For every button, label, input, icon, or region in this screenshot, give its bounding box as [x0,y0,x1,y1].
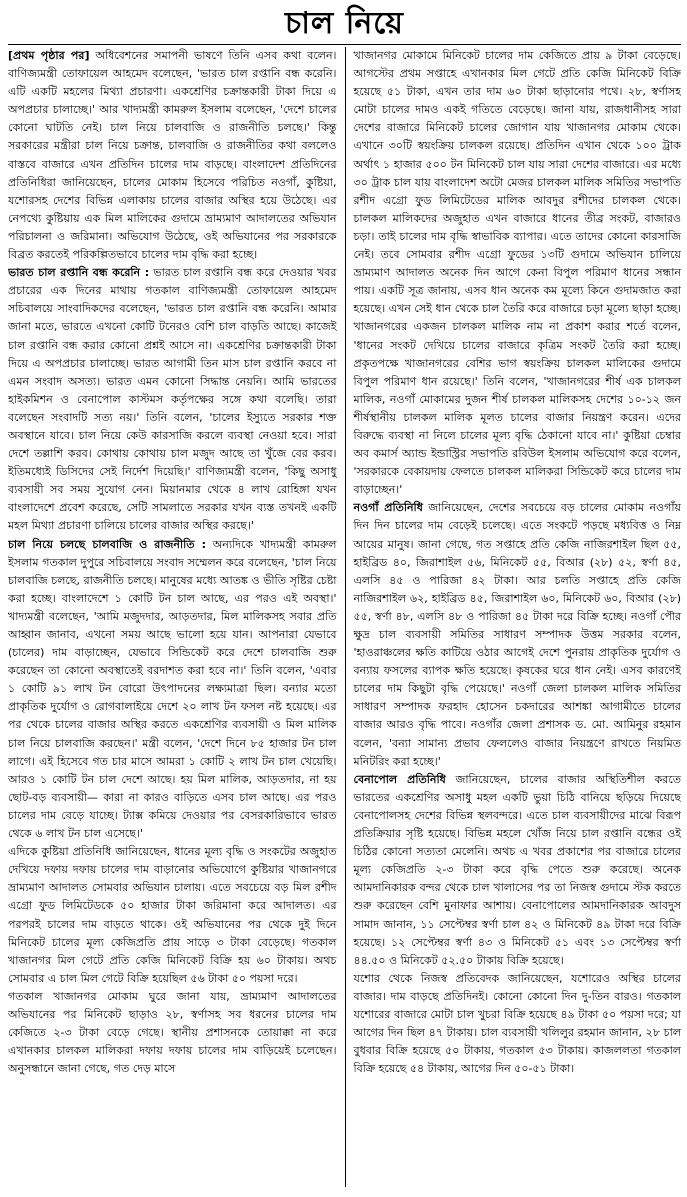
article-columns [8,47,681,1187]
paragraph [354,970,682,1079]
paragraph-text: অধিবেশনের সমাপনী ভাষণে তিনি এসব কথা বলেন। বাণিজ্যমন্ত্রী তোফায়েল আহমেদ বলেছেন, 'ভারত চাল রপ্তানি বন্ধ করেনি। এটি একটি মহলের মিথ্যা প্রচারণা। একশ্রেণির চক্রান্তকারী টাকা দিয়ে এ অপপ্রচার চালাচ্ছে।' আর খাদ্যমন্ত্রী কামরুল ইসলাম বলেছেন, 'দেশে চালের কোনো ঘাটতি নেই। চাল নিয়ে চালবাজি ও রাজনীতি চলছে।' কিন্তু সরকারের মন্ত্রীরা চাল নিয়ে চক্রান্ত, চালবাজি ও রাজনীতির কথা বললেও বাস্তবে বাজারে এখন প্রতিদিন চালের দাম বাড়ছে। বাংলাদেশ প্রতিদিনের প্রতিনিধিরা জানিয়েছেন, চালের মোকাম হিসেবে পরিচিত নওগাঁ, কুষ্টিয়া, যশোরসহ দেশের বিভিন্ন এলাকায় চালের বাজার অস্থির হয়ে উঠেছে। এর নেপথ্যে কুষ্টিয়ায় এক মিল মালিকের গুদামে ভ্রাম্যমাণ আদালতের অভিযান পরিচালনা ও জরিমানা। অভিযোগ উঠেছে, ওই অভিযানের পর সরকারকে বিব্রত করতেই পরিকল্পিতভাবে চালের দাম বৃদ্ধি করা হচ্ছে। [8,49,337,262]
paragraph-subhead: ভারত চাল রপ্তানি বন্ধ করেনি : [8,266,150,280]
paragraph [8,988,337,1078]
paragraph [8,264,337,535]
paragraph-subhead: বেনাপোল প্রতিনিধি [353,772,446,786]
paragraph-subhead: নওগাঁ প্রতিনিধি [353,501,423,515]
paragraph [8,843,337,988]
paragraph [354,771,682,970]
left-column [8,47,345,1187]
paragraph-text: যশোর থেকে নিজস্ব প্রতিবেদক জানিয়েছেন, যশোরেও অস্থির চালের বাজার। দাম বাড়ছে প্রতিদিনই। কোনো কোনো দিন দু-তিন বারও। গতকাল যশোরের বাজারে মোটা চাল খুচরা বিক্রি হয়েছে ৪৯ টাকা ৫০ পয়সা দরে; যা আগের দিন ছিল ৪৭ টাকায়। চাল ব্যবসায়ী খলিলুর রহমান জানান, ২৮ চাল বুধবার বিক্রি হয়েছে ৫০ টাকায়, গতকাল ৫৩ টাকায়। কাজললতা গতকাল বিক্রি হয়েছে ৫৪ টাকায়, আগের দিন ৫০-৫১ টাকা। [353,971,681,1076]
article-headline: চাল নিয়ে [285,6,404,41]
paragraph-text: জানিয়েছেন, চালের বাজার অস্থিতিশীল করতে ভারতের একশ্রেণির অসাধু মহল একটি ভুয়া চিঠি বানিয়ে ছড়িয়ে দিয়েছে বেনাপোলসহ দেশের বিভিন্ন স্থলবন্দরে। এতে চাল ব্যবসায়ীদের মাঝে বিরূপ প্রতিক্রিয়ার সৃষ্টি হয়েছে। বিভিন্ন মহলে খোঁজ নিয়ে চাল রপ্তানি বন্ধের ওই চিঠির কোনো সত্যতা মেলেনি। অথচ এ খবর প্রকাশের পর বাজারে চালের মূল্য কেজিপ্রতি ২-৩ টাকা করে বৃদ্ধি পেতে শুরু করেছে। অনেক আমদানিকারক বন্দর থেকে চাল খালাসের পর তা নিজস্ব গুদামে স্টক করতে শুরু করেছেন বেশি মুনাফার আশায়। বেনাপোলের আমদানিকারক আবদুস সামাদ জানান, ১১ সেপ্টেম্বর স্বর্ণা চাল ৪২ ও মিনিকেট ৪৯ টাকা দরে বিক্রি হয়েছে। ১২ সেপ্টেম্বর স্বর্ণা ৪৩ ও মিনিকেট ৫১ এবং ১৩ সেপ্টেম্বর স্বর্ণা ৪৪.৫০ ও মিনিকেট ৫২.৫০ টাকায় বিক্রি হয়েছে। [353,772,681,967]
paragraph-text: অন্যদিকে খাদ্যমন্ত্রী কামরুল ইসলাম গতকাল দুপুরে সচিবালয়ে সংবাদ সম্মেলন করে বলেছেন, 'চাল নিয়ে চালবাজি চলছে, রাজনীতি চলছে। মানুষের মধ্যে আতঙ্ক ও ভীতি সৃষ্টির চেষ্টা করা হচ্ছে। বাংলাদেশে ১ কোটি টন চাল আছে, এর পরও এই অবস্থা।' খাদ্যমন্ত্রী বলেছেন, 'আমি মজুদদার, আড়তদার, মিল মালিকসহ সবার প্রতি আহ্বান জানাব, এখনো সময় আছে ভালো হয়ে যান। আপনারা যেভাবে (চালের) দাম বাড়াচ্ছেন, যেভাবে সিন্ডিকেট করে দেশে চালবাজি শুরু করেছেন তা কোনো অবস্থাতেই বরদাশত করা হবে না।' তিনি বলেন, 'এবার ১ কোটি ৯১ লাখ টন বোরো উৎপাদনের লক্ষ্যমাত্রা ছিল। বন্যার মতো প্রাকৃতিক দুর্যোগ ও রোগবালাইয়ে দেশে ২০ লাখ টন ফসল নষ্ট হয়েছে। এর পর থেকে চালের বাজার অস্থির করতে একশ্রেণির ব্যবসায়ী ও মিল মালিক চাল নিয়ে চালবাজি করছেন।' মন্ত্রী বলেন, 'দেশে দিনে ৮৫ হাজার টন চাল লাগে। এই হিসেবে গত চার মাসে আমরা ১ কোটি ২ লাখ টন চাল খেয়েছি। আরও ১ কোটি টন চাল দেশে আছে। হয় মিল মালিক, আড়তদার, না হয় ছোট-বড় ব্যবসায়ী— কারা না কারও বাড়িতে এসব চাল আছে। এর পরও চালের দাম বেড়ে যাচ্ছে। ট্যাক্স কমিয়ে দেওয়ার পর বেসরকারিভাবে ভারত থেকে ৬ লাখ টন চাল এসেছে।' [8,537,337,841]
paragraph-text: ভারত চাল রপ্তানি বন্ধ করে দেওয়ার খবর প্রচারের এক দিনের মাথায় গতকাল বাণিজ্যমন্ত্রী তোফায়েল আহমেদ সচিবালয়ে সাংবাদিকদের বলেছেন, 'ভারত চাল রপ্তানি বন্ধ করেনি। আমার জানা মতে, ভারতে এখনো কোটি টনেরও বেশি চাল বাড়তি আছে। কাজেই চাল রপ্তানি বন্ধ করার কোনো প্রশ্নই আসে না। একশ্রেণির চক্রান্তকারী টাকা দিয়ে এ অপপ্রচার চালাচ্ছে। ভারত আগামী তিন মাস চাল রপ্তানি করবে না এমন সংবাদ অসত্য। ভারত এমন কোনো সিদ্ধান্ত নেয়নি। আমি ভারতের হাইকমিশন ও বেনাপোল কাস্টমস কর্তৃপক্ষের সঙ্গে কথা বলেছি। তারা বলেছেন সংবাদটি সত্য নয়।' তিনি বলেন, 'চালের ইস্যুতে সরকার শক্ত অবস্থানে যাবে। চাল নিয়ে কেউ কারসাজি করলে ব্যবস্থা নেওয়া হবে। সারা দেশে তল্লাশি করব। কোথায় কোথায় চাল মজুদ আছে তা খুঁজে বের করব। ইতিমধ্যেই ডিসিদের সেই নির্দেশ দিয়েছি।' বাণিজ্যমন্ত্রী বলেন, 'কিছু অসাধু ব্যবসায়ী সব সময় সুযোগ নেন। মিয়ানমার থেকে ৪ লাখ রোহিঙ্গা যখন বাংলাদেশে প্রবেশ করেছে, সেটি সামলাতে সরকার যখন ব্যস্ত তখনই একটি মহল মিথ্যা প্রচারণা চালিয়ে চালের বাজার অস্থির করছে।' [8,266,337,533]
paragraph-lead: [প্রথম পৃষ্ঠার পর] [8,49,90,62]
paragraph-text: গতকাল খাজানগর মোকাম ঘুরে জানা যায়, ভ্রাম্যমাণ আদালতের অভিযানের পর মিনিকেট ছাড়াও ২৮, স্বর্ণাসহ সব ধরনের চালের দাম কেজিতে ২-৩ টাকা বেড়ে গেছে। স্থানীয় প্রশাসনকে তোয়াক্কা না করে এখানকার চালকল মালিকরা দফায় দফায় চালের দাম বাড়িয়েই চলেছেন। অনুসন্ধানে জানা গেছে, গত দেড় মাসে [8,989,337,1076]
paragraph-subhead: চাল নিয়ে চলছে চালবাজি ও রাজনীতি : [8,537,206,551]
paragraph [354,499,682,770]
paragraph-text: খাজানগর মোকামে মিনিকেট চালের দাম কেজিতে প্রায় ৯ টাকা বেড়েছে। আগস্টের প্রথম সপ্তাহে এখানকার মিল গেটে প্রতি কেজি মিনিকেট বিক্রি হয়েছে ৫১ টাকা, এখন তার দাম ৬০ টাকা ছাড়ানোর পথে। ২৮, স্বর্ণাসহ মোটা চালের দামও একই গতিতে বেড়েছে। জানা যায়, রাজধানীসহ সারা দেশের বাজারে মিনিকেট চালের জোগান যায় খাজানগর মোকাম থেকে। এখানে ৩০টি স্বয়ংক্রিয় চালকল রয়েছে। প্রতিদিন এখান থেকে ১০০ ট্রাক অর্থাৎ ১ হাজার ৫০০ টন মিনিকেট চাল যায় সারা দেশের বাজারে। এর মধ্যে ৩০ ট্রাক চাল যায় বাংলাদেশ অটো মেজর চালকল মালিক সমিতির সভাপতি রশীদ এগ্রো ফুড লিমিটেডের মালিক আবদুর রশীদের চালকল থেকে। চালকল মালিকদের অজুহাত এখন বাজারে ধানের তীব্র সংকট, বাজারও চড়া। তাই চালের দাম বৃদ্ধি স্বাভাবিক ব্যাপার। এতে তাদের কোনো কারসাজি নেই। তবে সোমবার রশীদ এগ্রো ফুডের ১৩টি গুদামে অভিযান চালিয়ে ভ্রাম্যমাণ আদালত অনেক দিন আগে কেনা বিপুল পরিমাণ ধানের সন্ধান পায়। একটি সূত্র জানায়, এসব ধান অনেক কম মূল্যে কিনে গুদামজাত করা হয়েছে। এখন সেই ধান থেকে চাল তৈরি করে বাজারে চড়া মূল্যে ছাড়া হচ্ছে। খাজানগরের একজন চালকল মালিক নাম না প্রকাশ করার শর্তে বলেন, 'ধানের সংকট দেখিয়ে চালের বাজারে কৃত্রিম সংকট তৈরি করা হচ্ছে। প্রকৃতপক্ষে খাজানগরের বেশির ভাগ স্বয়ংক্রিয় চালকল মালিকের গুদামে বিপুল পরিমাণ ধান রয়েছে।' তিনি বলেন, 'খাজানগরের শীর্ষ এক চালকল মালিক, নওগাঁ মোকামের দুজন শীর্ষ চালকল মালিকসহ দেশের ১০-১২ জন শীর্ষস্থানীয় চালকল মালিক মূলত চালের বাজার নিয়ন্ত্রণ করেন। এদের বিরুদ্ধে ব্যবস্থা না নিলে চালের মূল্য বৃদ্ধি ঠেকানো যাবে না।' কুষ্টিয়া চেম্বার অব কমার্স অ্যান্ড ইন্ডাস্ট্রির সভাপতি রবিউল ইসলাম অভিযোগ করে বলেন, 'সরকারকে বেকায়দায় ফেলতে চালকল মালিকরা সিন্ডিকেট করে চালের দাম বাড়াচ্ছেন।' [353,49,681,497]
headline-bar [8,4,681,45]
paragraph [8,536,337,844]
paragraph [8,47,337,264]
paragraph-text: জানিয়েছেন, দেশের সবচেয়ে বড় চালের মোকাম নওগাঁয় দিন দিন চালের দাম বেড়েই চলেছে। এতে সংকটে পড়ছে মধ্যবিত্ত ও নিম্ন আয়ের মানুষ। জানা গেছে, গত সপ্তাহে প্রতি কেজি নাজিরশাইল ছিল ৫৫, হাইব্রিড ৪০, জিরাশাইল ৫৬, মিনিকেট ৫৫, বিআর (২৮) ৫২, স্বর্ণা ৪৫, এলসি ৪৫ ও পারিজা ৪২ টাকা। আর চলতি সপ্তাহে প্রতি কেজি নাজিরশাইল ৬২, হাইব্রিড ৪৫, জিরাশাইল ৬০, মিনিকেট ৬০, বিআর (২৮) ৫৫, স্বর্ণা ৪৮, এলসি ৪৮ ও পারিজা ৪৫ টাকা দরে বিক্রি হচ্ছে। নওগাঁ পৌর ক্ষুদ্র চাল ব্যবসায়ী সমিতির সাধারণ সম্পাদক উত্তম সরকার বলেন, 'হাওরাঞ্চলের ক্ষতি কাটিয়ে ওঠার আগেই দেশে পুনরায় প্রাকৃতিক দুর্যোগ ও বন্যায় ফসলের ব্যাপক ক্ষতি হয়েছে। কৃষকের ঘরে ধান নেই। এসব কারণেই চালের দাম কিছুটা বৃদ্ধি পেয়েছে।' নওগাঁ জেলা চালকল মালিক সমিতির সাধারণ সম্পাদক ফরহাদ হোসেন চকদারের আশঙ্কা আগামীতে চালের বাজার আরও বৃদ্ধি পাবে। নওগাঁর জেলা প্রশাসক ড. মো. আমিনুর রহমান বলেন, 'বন্যা সামান্য প্রভাব ফেললেও বাজার নিয়ন্ত্রণে রাখতে নিয়মিত মনিটরিং করা হচ্ছে।' [353,501,681,768]
paragraph [354,47,682,499]
paragraph-text: এদিকে কুষ্টিয়া প্রতিনিধি জানিয়েছেন, ধানের মূল্য বৃদ্ধি ও সংকটের অজুহাত দেখিয়ে দফায় দফায় চালের দাম বাড়ানোর অভিযোগে কুষ্টিয়ার খাজানগরে ভ্রাম্যমাণ আদালত সোমবার অভিযান চালায়। এতে সবচেয়ে বড় মিল রশীদ এগ্রো ফুড লিমিটেডকে ৫০ হাজার টাকা জরিমানা করে আদালত। এর পরপরই চালের দাম বাড়তে থাকে। ওই অভিযানের পর থেকে দুই দিনে মিনিকেট চালের মূল্য কেজিপ্রতি প্রায় সাড়ে ৩ টাকা বেড়েছে। গতকাল খাজানগর মিল গেটে প্রতি কেজি মিনিকেট বিক্রি হয় ৬০ টাকায়। অথচ সোমবার এ চাল মিল গেটে বিক্রি হয়েছিল ৫৬ টাকা ৫০ পয়সা দরে। [8,845,337,985]
right-column [345,47,682,1187]
